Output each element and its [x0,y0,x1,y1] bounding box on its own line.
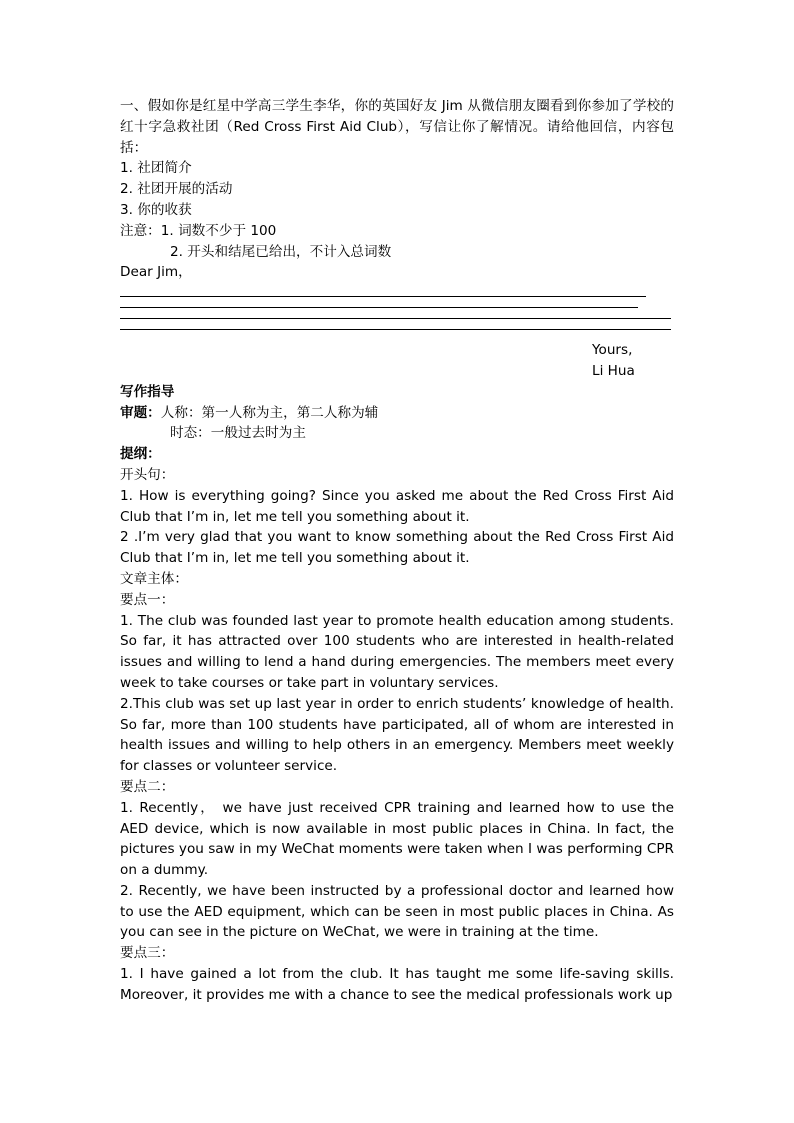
guide-shenti-tense: 时态：一般过去时为主 [170,425,306,442]
point-1-label: 要点一： [120,591,175,608]
answer-line-1 [120,296,646,297]
task-item-2: 2. 社团开展的活动 [120,181,233,198]
guide-title: 写作指导 [120,383,175,400]
letter-closing: Yours, [592,342,633,359]
opening-sentence-2: 2 .I’m very glad that you want to know something about the Red Cross First Aid Club that I’m in, let me tell you something about it. [120,529,674,567]
document-page [120,96,674,1006]
outline-label: 提纲： [120,446,161,463]
task-note-1 [120,221,674,242]
task-item-3: 3. 你的收获 [120,201,192,218]
point-2-version-2: 2. Recently, we have been instructed by a professional doctor and learned how to use the AED equipment, which can be seen in most public places in China. As you can see in the picture on WeChat, we were in training at the time. [120,882,674,941]
task-intro: 一、假如你是红星中学高三学生李华，你的英国好友 Jim 从微信朋友圈看到你参加了学校的红十字急救社团（Red Cross First Aid Club），写信让你了解情况。请给他回信，内容包括： [120,98,674,156]
answer-line-3 [120,318,671,319]
answer-line-2 [120,307,638,308]
point-1-version-2: 2.This club was set up last year in order to enrich students’ knowledge of health. So far, more than 100 students have participated, all of whom are interested in health issues and willing to help others in an emergency. Members meet weekly for classes or volunteer service. [120,695,674,775]
notes-label: 注意： [120,222,161,239]
point-3-version-1: 1. I have gained a lot from the club. It has taught me some life-saving skills. Moreover, it provides me with a chance to see the medical professionals work up [120,966,674,1003]
shenti-label: 审题： [120,404,161,421]
letter-signature: Li Hua [592,362,635,379]
task-note-2: 2. 开头和结尾已给出，不计入总词数 [170,243,392,260]
note-1-text: 1. 词数不少于 100 [160,222,277,239]
task-item-1: 1. 社团简介 [120,160,192,177]
point-1-version-1: 1. The club was founded last year to promote health education among students. So far, it has attracted over 100 students who are interested in health-related issues and willing to lend a hand during emergencies. The members meet every week to take courses or take part in voluntary services. [120,612,674,691]
opening-label: 开头句： [120,466,175,483]
point-3-label: 要点三： [120,945,175,962]
opening-sentence-1: 1. How is everything going? Since you asked me about the Red Cross First Aid Club that I’m in, let me tell you something about it. [120,487,674,525]
point-2-version-1: 1. Recently， we have just received CPR training and learned how to use the AED device, which is now available in most public places in China. In fact, the pictures you saw in my WeChat moments were taken when I was performing CPR on a dummy. [120,799,674,879]
point-2-label: 要点二： [120,778,175,795]
body-label: 文章主体： [120,570,188,587]
letter-greeting: Dear Jim， [120,264,192,281]
guide-shenti-person: 审题：人称：第一人称为主，第二人称为辅 [120,404,379,421]
answer-line-4 [120,329,671,330]
